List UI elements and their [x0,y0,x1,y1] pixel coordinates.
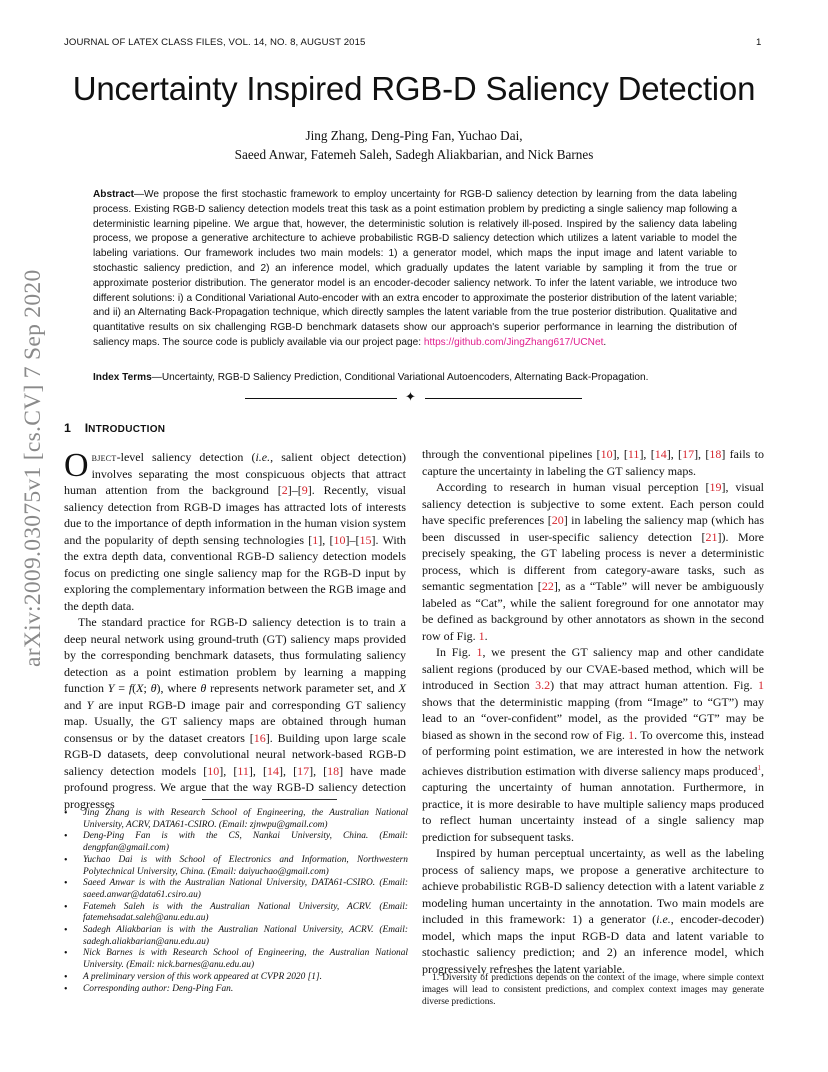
divider-diamond-icon: ✦ [405,389,416,404]
paragraph: According to research in human visual perception [19], visual saliency detection is subjective to some extent. Each person could have specific preferences [20] in labeling the saliency map (which has been discussed in user-specific saliency detection [21]). More precisely speaking, the GT labeling process is never a deterministic process, which is different from category-aware tasks, such as semantic segmentation [22], as a “Table” will never be ambiguously labeled as “Cat”, while the salient foreground for one annotator may be defined as background by other annotators as shown in the second row of Fig. 1. [422,480,765,643]
divider-right [425,398,582,399]
section-title-initial: I [84,421,89,435]
footnote-rule [202,799,337,800]
index-terms-label: Index Terms [93,372,152,383]
paragraph: The standard practice for RGB-D saliency detection is to train a deep neural network using ground-truth (GT) saliency maps provided by the corresponding benchmark datasets, thus formulating saliency detection as a point estimation problem by learning a mapping function Y = f(X; θ), where θ represents network parameter set, and X and Y are input RGB-D image pair and corresponding GT saliency map. Usually, the GT saliency maps are obtained through human consensus or by the dataset creators [16]. Building upon large scale RGB-D datasets, deep convolutional neural network-based RGB-D saliency detection models [10], [11], [14], [17], [18] have made profound progress. We argue that the way RGB-D saliency detection progresses [64,615,407,811]
affiliation-footnotes [64,808,408,995]
footnote-item: • Corresponding author: Deng-Ping Fan. [64,984,408,996]
authors-line-2: Saeed Anwar, Fatemeh Saleh, Sadegh Aliakbarian, and Nick Barnes [234,147,594,162]
page-number: 1 [756,37,762,48]
footnote-item: • A preliminary version of this work appeared at CVPR 2020 [1]. [64,972,408,984]
footnote-item: • Saeed Anwar is with the Australian National University, DATA61-CSIRO. (Email: saeed.anwar@data61.csiro.au) [64,878,408,901]
abstract-label: Abstract [93,189,134,200]
index-terms-text: —Uncertainty, RGB-D Saliency Prediction, Conditional Variational Autoencoders, Alternating Back-Propagation. [151,372,649,383]
footnote-item: • Fatemeh Saleh is with the Australian National University, ACRV. (Email: fatemehsadat.saleh@anu.edu.au) [64,902,408,925]
abstract-text: —We propose the first stochastic framework to employ uncertainty for RGB-D saliency detection by learning from the data labeling process. Existing RGB-D saliency detection models treat this task as a point estimation problem by predicting a single saliency map following a deterministic learning pipeline. We argue that, however, the deterministic solution is relatively ill-posed. Inspired by the saliency data labeling process, we propose a generative architecture to achieve probabilistic RGB-D saliency detection which utilizes a latent variable to model the labeling variations. Our framework includes two main models: 1) a generator model, which maps the input image and latent variable to stochastic saliency prediction, and 2) an inference model, which gradually updates the latent variable by sampling it from the true or approximate posterior distribution. The generator model is an encoder-decoder saliency network. To infer the latent variable, we introduce two different solutions: i) a Conditional Variational Auto-encoder with an extra encoder to approximate the posterior distribution of the latent variable; and ii) an Alternating Back-Propagation technique, which directly samples the latent variable from the true posterior distribution. Qualitative and quantitative results on six challenging RGB-D benchmark datasets show our approach's superior performance in learning the distribution of saliency maps. The source code is publicly available via our project page: [93,189,737,348]
section-heading-introduction [64,421,165,435]
project-link[interactable]: https://github.com/JingZhang617/UCNet [423,336,604,348]
author-list [0,126,828,164]
section-title-rest: NTRODUCTION [88,424,166,435]
authors-line-1: Jing Zhang, Deng-Ping Fan, Yuchao Dai, [305,128,523,143]
running-header-journal: JOURNAL OF LATEX CLASS FILES, VOL. 14, NO. 8, AUGUST 2015 [64,37,366,48]
footnote-item: • Yuchao Dai is with School of Electronics and Information, Northwestern Polytechnical University, China. (Email: daiyuchao@gmail.com) [64,855,408,878]
paragraph: through the conventional pipelines [10], [11], [14], [17], [18] fails to capture the uncertainty in labeling the GT saliency maps. [422,447,764,478]
paper-title: Uncertainty Inspired RGB-D Saliency Detection [72,70,756,107]
paragraph: In Fig. 1, we present the GT saliency map and other candidate salient regions (produced by our CVAE-based method, which will be introduced in Section 3.2) that may attract human attention. Fig. 1 shows that the deterministic mapping (from “Image” to “GT”) may lead to an “over-confident” model, as the provided “GT” may be biased as shown in the second row of Fig. 1. To overcome this, instead of performing point estimation, we are interested in how the network achieves distribution estimation with diverse saliency maps produced$^1$, capturing the uncertainty of human annotation. Furthermore, in practice, it is more desirable to have multiple saliency maps produced to reflect human uncertainty instead of a single saliency map prediction for subsequent tasks. [422,645,764,844]
section-number: 1 [64,421,71,435]
divider-left [245,398,397,399]
footnote-item: • Sadegh Aliakbarian is with the Australian National University, ACRV. (Email: sadegh.aliakbarian@anu.edu.au) [64,925,408,948]
footnote-item: • Nick Barnes is with Research School of Engineering, the Australian National University. (Email: nick.barnes@anu.edu.au) [64,948,408,971]
paragraph: Inspired by human perceptual uncertainty, as well as the labeling process of saliency maps, we propose a generative architecture to achieve probabilistic RGB-D saliency detection with a latent variable z modeling human uncertainty in the annotation. Two main models are included in this framework: 1) a generator (i.e., encoder-decoder) model, which maps the input RGB-D data and latent variable to stochastic saliency prediction; and 2) an inference model, which progressively refreshes the latent variable. [422,846,765,976]
footnote-item: • Deng-Ping Fan is with the CS, Nankai University, China. (Email: dengpfan@gmail.com) [64,831,408,854]
paragraph: Object-level saliency detection (i.e., salient object detection) involves separating the most conspicuous objects that attract human attention from the background [2]–[9]. Recently, visual saliency detection from RGB-D images has attracted lots of interests due to the importance of depth information in the human vision system and the popularity of depth sensing technologies [1], [10]–[15]. With the extra depth data, conventional RGB-D saliency detection models focus on predicting one single saliency map for the RGB-D input by exploring the complementary information between the RGB image and the depth data. [64,447,407,613]
body-column-right [422,446,764,977]
abstract-end: . [603,336,607,348]
footnote-item: • Jing Zhang is with Research School of Engineering, the Australian National University, ACRV, DATA61-CSIRO. (Email: zjnwpu@gmail.com) [64,808,408,831]
abstract [93,188,737,351]
arxiv-stamp[interactable]: arXiv:2009.03075v1 [cs.CV] 7 Sep 2020 [20,269,46,667]
body-column-left [64,449,406,812]
index-terms [93,371,753,385]
footnote-1: 1. Diversity of predictions depends on the context of the image, where simple context images will lead to consistent predictions, and complex context images may generate diverse predictions. [422,973,764,1007]
drop-cap: O [64,447,89,484]
